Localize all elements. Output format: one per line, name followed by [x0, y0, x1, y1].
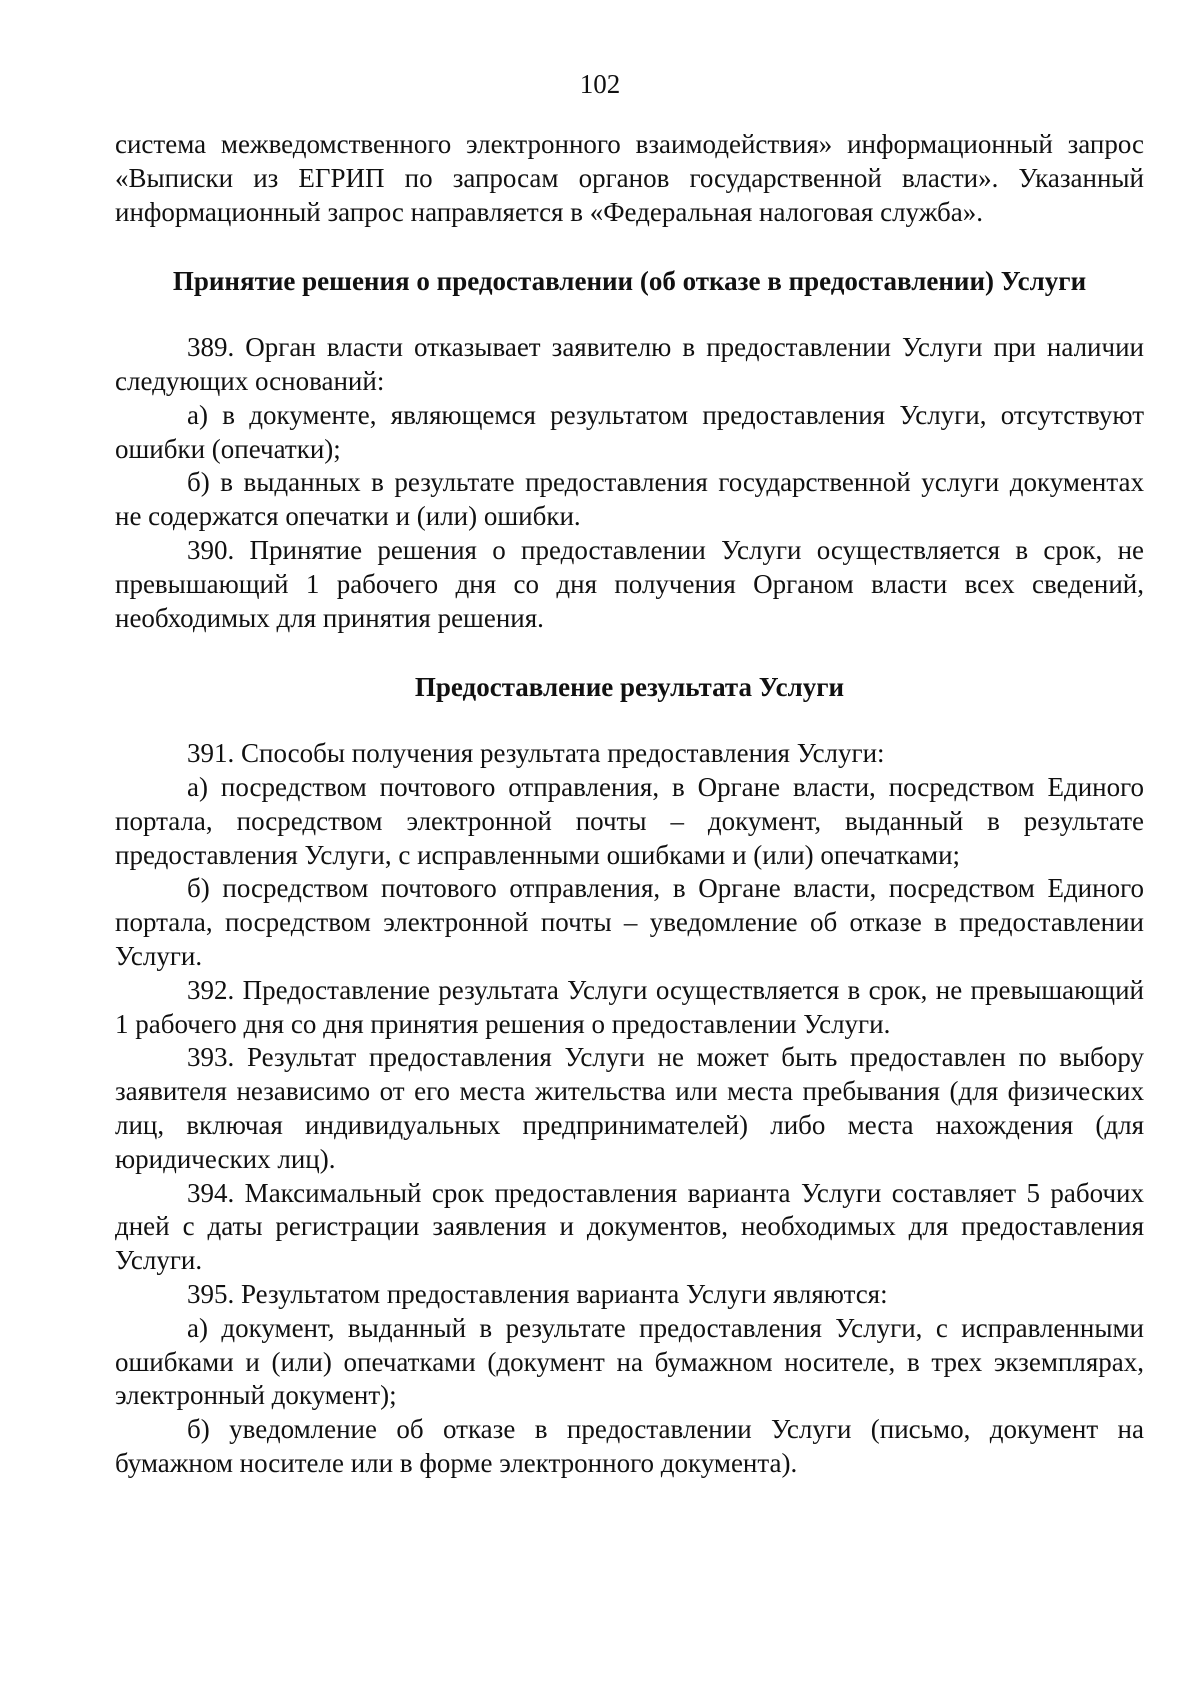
section-result [115, 737, 1144, 1481]
paragraph-393: 393. Результат предоставления Услуги не может быть предоставлен по выбору заявителя независимо от его места жительства или места пребывания (для физических лиц, включая индивидуальных предпринимателей) либо места нахождения (для юридических лиц). [115, 1042, 1144, 1174]
paragraph-389-a: а) в документе, являющемся результатом предоставления Услуги, отсутствуют ошибки (опечатки); [115, 399, 1144, 464]
paragraph-391: 391. Способы получения результата предоставления Услуги: [187, 738, 885, 769]
intro-paragraph: система межведомственного электронного взаимодействия» информационный запрос «Выписки из ЕГРИП по запросам органов государственной власти». Указанный информационный запрос направляется в «Федеральная налоговая служба». [115, 129, 1144, 227]
paragraph-390: 390. Принятие решения о предоставлении Услуги осуществляется в срок, не превышающий 1 рабочего дня со дня получения Органом власти всех сведений, необходимых для принятия решения. [115, 534, 1144, 633]
paragraph-395-a: а) документ, выданный в результате предоставления Услуги, с исправленными ошибками и (или) опечатками (документ на бумажном носителе, в трех экземплярах, электронный документ); [115, 1312, 1144, 1411]
section-heading-result: Предоставление результата Услуги [414, 672, 845, 703]
section-heading-decision: Принятие решения о предоставлении (об отказе в предоставлении) Услуги [172, 266, 1087, 297]
paragraph-392: 392. Предоставление результата Услуги осуществляется в срок, не превышающий 1 рабочего дня со дня принятия решения о предоставлении Услуги. [115, 974, 1144, 1039]
page-number: 102 [579, 69, 621, 99]
paragraph-391-b: б) посредством почтового отправления, в Органе власти, посредством Единого портала, посредством электронной почты – уведомление об отказе в предоставлении Услуги. [115, 873, 1144, 971]
paragraph-395-b: б) уведомление об отказе в предоставлении Услуги (письмо, документ на бумажном носителе или в форме электронного документа). [115, 1414, 1144, 1478]
paragraph-391-a: а) посредством почтового отправления, в Органе власти, посредством Единого портала, посредством электронной почты – документ, выданный в результате предоставления Услуги, с исправленными ошибками и (или) опечатками; [115, 771, 1144, 870]
paragraph-389-b: б) в выданных в результате предоставления государственной услуги документах не содержатся опечатки и (или) ошибки. [115, 467, 1144, 532]
paragraph-395: 395. Результатом предоставления варианта Услуги являются: [187, 1278, 888, 1309]
document-body [115, 128, 1144, 1481]
section-decision [115, 331, 1144, 635]
paragraph-394: 394. Максимальный срок предоставления варианта Услуги составляет 5 рабочих дней с даты регистрации заявления и документов, необходимых для предоставления Услуги. [115, 1177, 1144, 1276]
paragraph-389: 389. Орган власти отказывает заявителю в предоставлении Услуги при наличии следующих оснований: [115, 332, 1144, 396]
